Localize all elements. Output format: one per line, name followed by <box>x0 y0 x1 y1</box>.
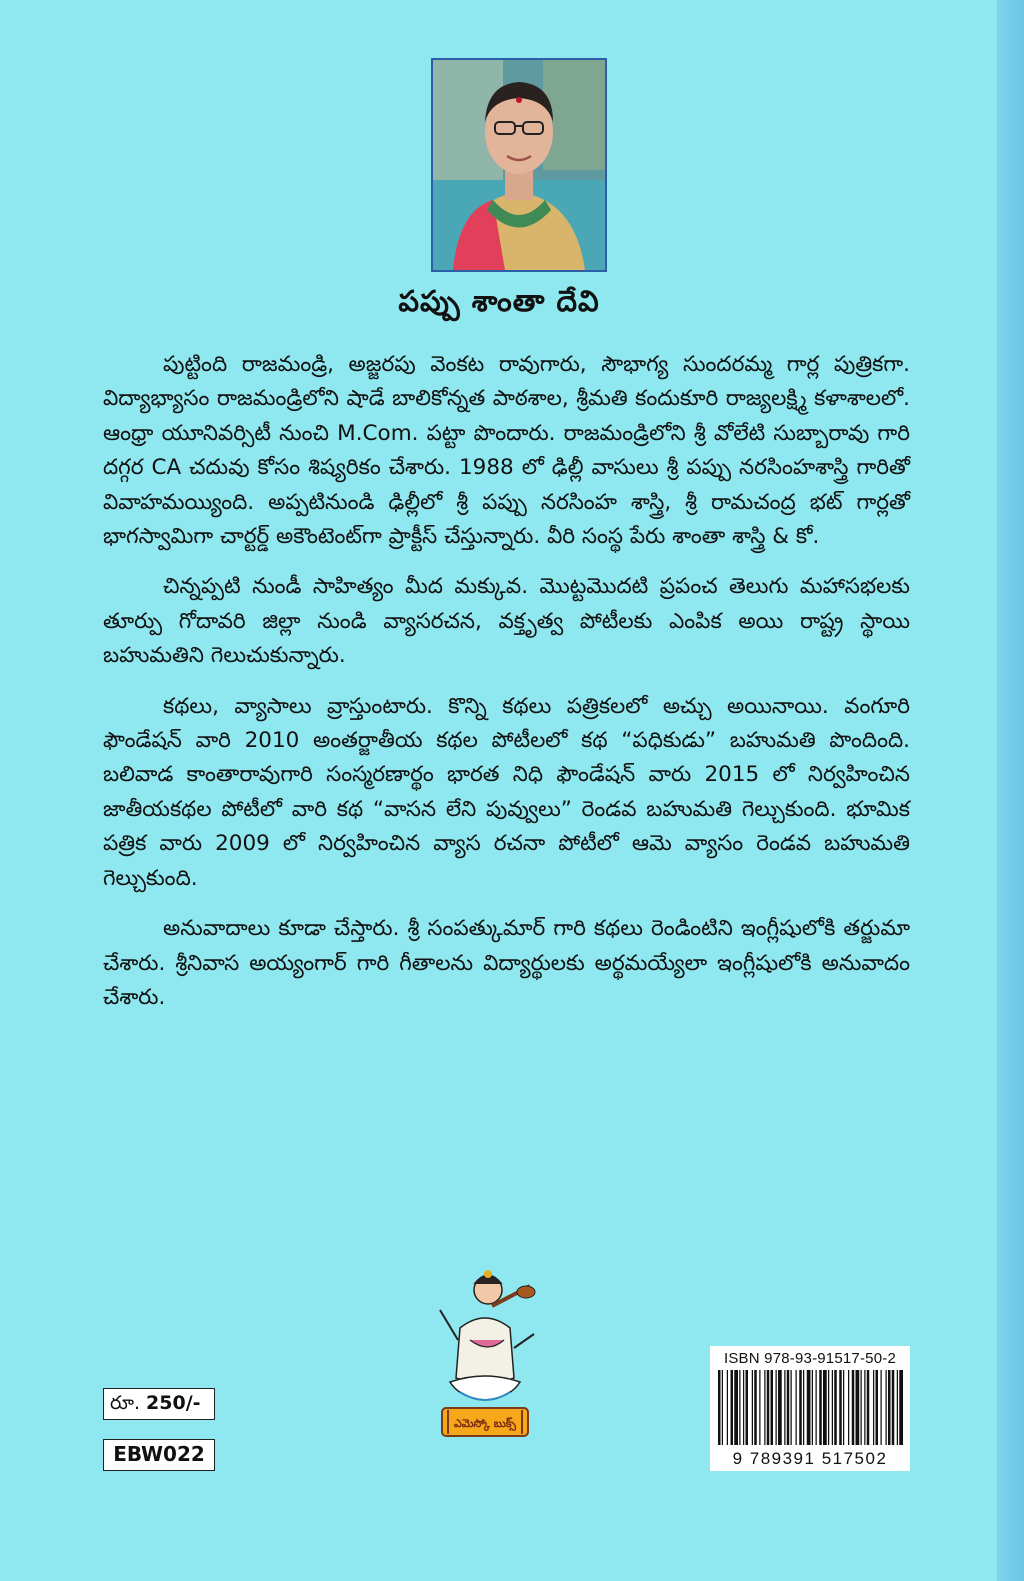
barcode-bar <box>864 1370 865 1445</box>
barcode-bar <box>799 1370 802 1445</box>
barcode-bar <box>743 1370 744 1445</box>
barcode-bar <box>746 1370 749 1445</box>
barcode-bar <box>861 1370 862 1445</box>
barcode-bar <box>812 1370 813 1445</box>
barcode-bar <box>722 1370 723 1445</box>
barcode-bar <box>843 1370 844 1445</box>
barcode-bar <box>767 1370 770 1445</box>
barcode-bar <box>754 1370 757 1445</box>
barcode-bar <box>832 1370 833 1445</box>
barcode-bar <box>796 1370 797 1445</box>
isbn-label: ISBN 978-93-91517-50-2 <box>723 1350 896 1367</box>
barcode-bar <box>856 1370 860 1445</box>
barcode-bar <box>787 1370 790 1445</box>
barcode-bar <box>873 1370 874 1445</box>
publisher-logo <box>430 1258 540 1440</box>
barcode-bar <box>834 1370 837 1445</box>
barcode-bar <box>823 1370 827 1445</box>
author-biography <box>103 348 910 1031</box>
barcode-bar <box>828 1370 829 1445</box>
bio-paragraph-literature: చిన్నప్పటి నుండీ సాహిత్యం మీద మక్కువ. మొట్టమొదటి ప్రపంచ తెలుగు మహాసభలకు తూర్పు గోదావరి జిల్లా నుండి వ్యాసరచన, వక్తృత్వ పోటీలకు ఎంపిక అయి రాష్ట్ర స్థాయి బహుమతిని గెలుచుకున్నారు. <box>103 574 910 669</box>
barcode-bar <box>739 1370 740 1445</box>
barcode-bar <box>771 1370 774 1445</box>
barcode-bar <box>764 1370 765 1445</box>
barcode-bar <box>778 1370 782 1445</box>
barcode-bar <box>727 1370 728 1445</box>
publisher-logo-text: ఎమెస్కో బుక్స్ <box>454 1417 516 1430</box>
barcode-bar <box>759 1370 760 1445</box>
barcode-bar <box>776 1370 777 1445</box>
author-photo <box>431 58 607 272</box>
barcode-bar <box>899 1370 903 1445</box>
barcode-bar <box>784 1370 785 1445</box>
barcode-bar <box>839 1370 842 1445</box>
barcode-bar <box>888 1370 891 1445</box>
barcode-bar <box>731 1370 734 1445</box>
barcode-bar <box>852 1370 855 1445</box>
barcode-bar <box>819 1370 822 1445</box>
price-box <box>103 1388 215 1420</box>
bio-paragraph-translations: అనువాదాలు కూడా చేస్తారు. శ్రీ సంపత్కుమార్ గారి కథలు రెండింటిని ఇంగ్లీషులోకి తర్జుమా చేశారు. శ్రీనివాస అయ్యంగార్ గారి గీతాలను విద్యార్థులకు అర్థమయ్యేలా ఇంగ్లీషులోకి అనువాదం చేశారు. <box>103 916 910 1010</box>
barcode-bar <box>886 1370 887 1445</box>
barcode-bar <box>881 1370 882 1445</box>
barcode-bar <box>807 1370 811 1445</box>
barcode-bar <box>897 1370 898 1445</box>
price-amount: 250/- <box>146 1392 201 1414</box>
book-code: EBW022 <box>103 1439 215 1471</box>
barcode-bar <box>892 1370 895 1445</box>
barcode-bar <box>876 1370 879 1445</box>
barcode-bar <box>848 1370 849 1445</box>
barcode-bar <box>718 1370 721 1445</box>
isbn-digits: 9 789391 517502 <box>732 1449 888 1468</box>
barcode-bar <box>816 1370 817 1445</box>
barcode <box>716 1370 904 1445</box>
barcode-bar <box>734 1370 738 1445</box>
barcode-bar <box>752 1370 753 1445</box>
barcode-bar <box>867 1370 870 1445</box>
book-spine-edge <box>997 0 1024 1581</box>
price-prefix: రూ. <box>110 1392 140 1414</box>
barcode-bar <box>791 1370 792 1445</box>
bio-paragraph-awards: కథలు, వ్యాసాలు వ్రాస్తుంటారు. కొన్ని కథలు పత్రికలలో అచ్చు అయినాయి. వంగూరి ఫౌండేషన్ వారి 2010 అంతర్జాతీయ కథల పోటీలలో కథ “పధికుడు” బహుమతి పొందింది. బలివాడ కాంతారావుగారి సంస్మరణార్థం భారత నిధి ఫౌండేషన్ వారు 2015 లో నిర్వహించిన జాతీయకథల పోటీలో వారి కథ “వాసన లేని పువ్వులు” రెండవ బహుమతి గెల్చుకుంది. భూమిక పత్రిక వారు 2009 లో నిర్వహించిన వ్యాస రచనా పోటీలో ఆమె వ్యాసం రెండవ బహుమతి గెల్చుకుంది. <box>103 693 910 891</box>
barcode-bar <box>803 1370 804 1445</box>
author-name: పప్పు శాంతా దేవి <box>398 284 600 318</box>
isbn-barcode-block <box>710 1346 910 1471</box>
bio-paragraph-education: పుట్టింది రాజమండ్రి, అజ్జరపు వెంకట రావుగారు, సౌభాగ్య సుందరమ్మ గార్ల పుత్రికగా. విద్యాభ్యాసం రాజమండ్రిలోని షాడే బాలికోన్నత పాఠశాల, శ్రీమతి కందుకూరి రాజ్యలక్ష్మి కళాశాలలో. ఆంధ్రా యూనివర్సిటీ నుంచి M.Com. పట్టా పొందారు. రాజమండ్రిలోని శ్రీ వోలేటి సుబ్బారావు గారి దగ్గర CA చదువు కోసం శిష్యరికం చేశారు. 1988 లో ఢిల్లీ వాసులు శ్రీ పప్పు నరసింహశాస్త్రి గారితో వివాహమయ్యింది. అప్పటినుండి ఢిల్లీలో శ్రీ పప్పు నరసింహ శాస్త్రి, శ్రీ రామచంద్ర భట్ గార్లతో భాగస్వామిగా చార్టర్డ్ అకౌంటెంట్‌గా ప్రాక్టీస్ చేస్తున్నారు. వీరి సంస్థ పేరు శాంతా శాస్త్రి & కో. <box>103 352 910 550</box>
